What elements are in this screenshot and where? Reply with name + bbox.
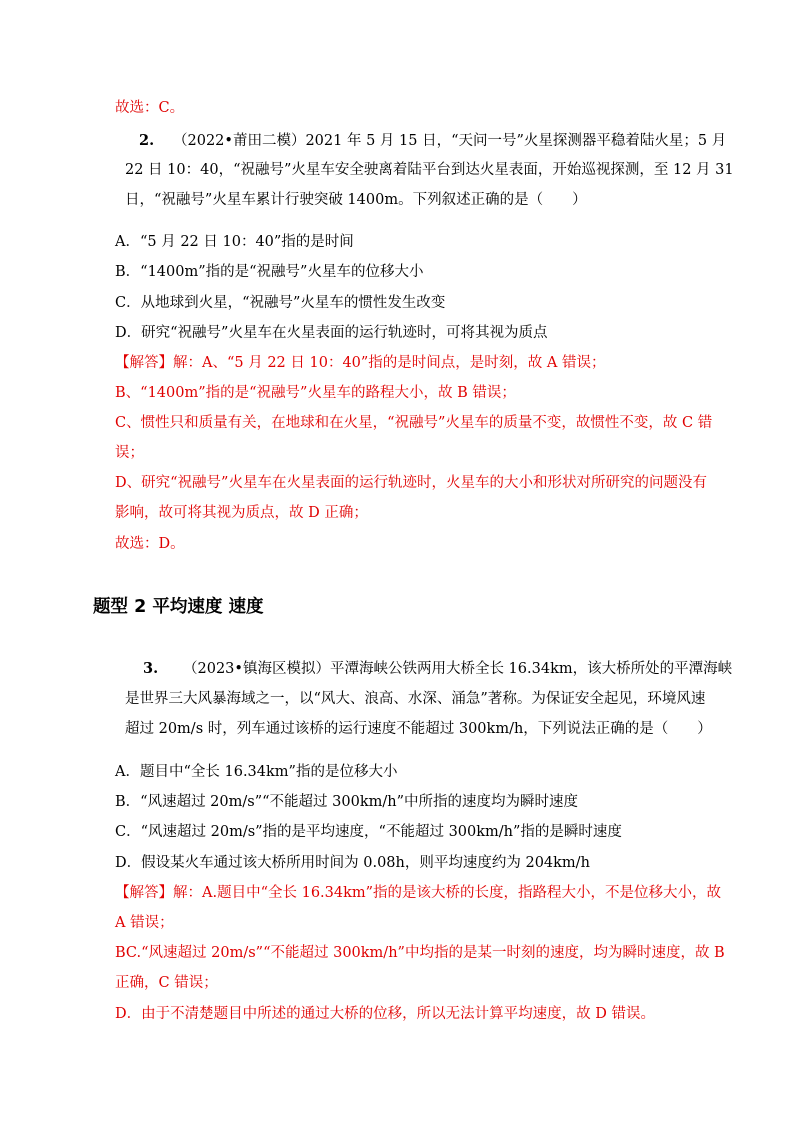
stem-text: （2022•莆田二模）2021 年 5 月 15 日，“天问一号”火星探测器平稳着陆火星；5 月 <box>173 133 727 149</box>
question-2-stem-line-2: 22 日 10：40，“祝融号”火星车安全驶离着陆平台到达火星表面，开始巡视探测，至 12 月 31 <box>125 162 734 178</box>
question-2-stem-line-1 <box>115 131 726 151</box>
question-number: 3. <box>143 660 159 677</box>
question-number: 2. <box>139 132 155 149</box>
question-3-option-d: D．假设某火车通过该大桥所用时间为 0.08h，则平均速度约为 204km/h <box>115 855 590 871</box>
question-2-option-c: C．从地球到火星，“祝融号”火星车的惯性发生改变 <box>115 295 446 311</box>
previous-answer-line: 故选：C。 <box>115 100 185 116</box>
question-2-option-a: A．“5 月 22 日 10：40”指的是时间 <box>115 234 354 250</box>
question-3-stem-line-3: 超过 20m/s 时，列车通过该桥的运行速度不能超过 300km/h，下列说法正确的是（ ） <box>125 721 712 737</box>
stem-text: （2023•镇海区模拟）平潭海峡公铁两用大桥全长 16.34km，该大桥所处的平潭海峡 <box>183 661 733 677</box>
section-heading: 题型 2 平均速度 速度 <box>93 597 264 617</box>
question-3-answer-line-1: 【解答】解：A.题目中“全长 16.34km”指的是该大桥的长度，指路程大小，不是位移大小，故 <box>115 885 722 901</box>
question-2-answer-line-5: D、研究“祝融号”火星车在火星表面的运行轨迹时，火星车的大小和形状对所研究的问题没有 <box>115 475 707 491</box>
question-3-stem-line-2: 是世界三大风暴海域之一，以“风大、浪高、水深、涌急”著称。为保证安全起见，环境风速 <box>125 691 706 707</box>
question-2-answer-line-7: 故选：D。 <box>115 536 185 552</box>
question-2-stem-line-3: 日，“祝融号”火星车累计行驶突破 1400m。下列叙述正确的是（ ） <box>125 192 587 208</box>
question-2-option-d: D．研究“祝融号”火星车在火星表面的运行轨迹时，可将其视为质点 <box>115 325 548 341</box>
question-3-answer-line-4: 正确，C 错误； <box>115 975 218 991</box>
question-2-option-b: B．“1400m”指的是“祝融号”火星车的位移大小 <box>115 264 424 280</box>
question-2-answer-line-1: 【解答】解：A、“5 月 22 日 10：40”指的是时间点，是时刻，故 A 错误； <box>115 355 606 371</box>
question-3-option-b: B．“风速超过 20m/s”“不能超过 300km/h”中所指的速度均为瞬时速度 <box>115 794 578 810</box>
question-2-answer-line-4: 误； <box>115 445 144 461</box>
question-2-answer-line-2: B、“1400m”指的是“祝融号”火星车的路程大小，故 B 错误； <box>115 385 516 401</box>
question-3-answer-line-3: BC.“风速超过 20m/s”“不能超过 300km/h”中均指的是某一时刻的速度，均为瞬时速度，故 B <box>115 945 725 961</box>
question-3-option-a: A．题目中“全长 16.34km”指的是位移大小 <box>115 764 398 780</box>
question-2-answer-line-3: C、惯性只和质量有关，在地球和在火星，“祝融号”火星车的质量不变，故惯性不变，故 C 错 <box>115 415 713 431</box>
question-3-stem-line-1 <box>125 659 732 679</box>
question-2-answer-line-6: 影响，故可将其视为质点，故 D 正确； <box>115 505 368 521</box>
question-3-answer-line-2: A 错误； <box>115 915 174 931</box>
question-3-answer-line-5: D．由于不清楚题目中所述的通过大桥的位移，所以无法计算平均速度，故 D 错误。 <box>115 1006 655 1022</box>
question-3-option-c: C．“风速超过 20m/s”指的是平均速度，“不能超过 300km/h”指的是瞬时速度 <box>115 824 622 840</box>
